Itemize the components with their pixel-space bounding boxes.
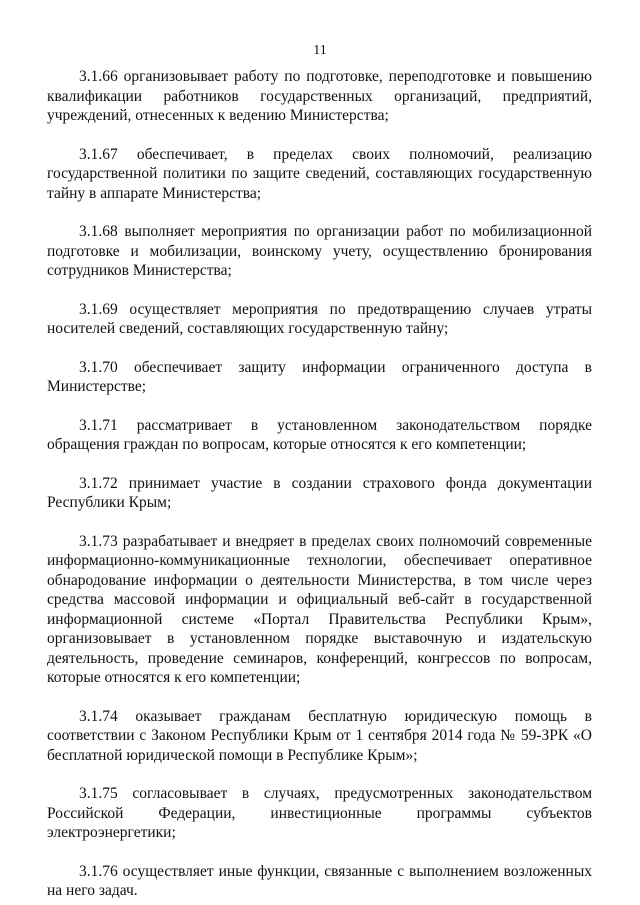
paragraph-3-1-66: 3.1.66 организовывает работу по подготовке, переподготовке и повышению квалификации работников государственных организаций, предприятий, учреждений, отнесенных к ведению Министерства;	[47, 68, 592, 124]
paragraph-3-1-74: 3.1.74 оказывает гражданам бесплатную юридическую помощь в соответствии с Законом Республики Крым от 1 сентября 2014 года № 59-ЗРК «О бесплатной юридической помощи в Республике Крым»;	[47, 707, 592, 764]
paragraph-3-1-68: 3.1.68 выполняет мероприятия по организации работ по мобилизационной подготовке и мобилизации, воинскому учету, осуществлению бронирования сотрудников Министерства;	[47, 223, 592, 279]
paragraph-3-1-73: 3.1.73 разрабатывает и внедряет в пределах своих полномочий современные информационно-коммуникационные технологии, обеспечивает оперативное обнародование информации о деятельности Министерства, в том числе через средства массовой информации и официальный веб-сайт в государственной информационной системе «Портал Правительства Республики Крым», организовывает в установленном порядке выставочную и издательскую деятельность, проведение семинаров, конференций, конгрессов по вопросам, которые относятся к его компетенции;	[47, 532, 592, 686]
paragraph-3-1-75: 3.1.75 согласовывает в случаях, предусмотренных законодательством Российской Федерации, инвестиционные программы субъектов электроэнергетики;	[47, 785, 592, 841]
paragraph-3-1-71: 3.1.71 рассматривает в установленном законодательством порядке обращения граждан по вопросам, которые относятся к его компетенции;	[47, 416, 592, 453]
page-number: 11	[313, 43, 327, 58]
paragraph-3-1-67: 3.1.67 обеспечивает, в пределах своих полномочий, реализацию государственной политики по защите сведений, составляющих государственную тайну в аппарате Министерства;	[47, 145, 592, 202]
document-body	[47, 67, 592, 901]
paragraph-3-1-70: 3.1.70 обеспечивает защиту информации ограниченного доступа в Министерстве;	[47, 358, 592, 395]
paragraph-3-1-72: 3.1.72 принимает участие в создании страхового фонда документации Республики Крым;	[47, 474, 592, 511]
paragraph-3-1-69: 3.1.69 осуществляет мероприятия по предотвращению случаев утраты носителей сведений, составляющих государственную тайну;	[47, 300, 592, 337]
paragraph-3-1-76: 3.1.76 осуществляет иные функции, связанные с выполнением возложенных на него задач.	[47, 862, 592, 899]
